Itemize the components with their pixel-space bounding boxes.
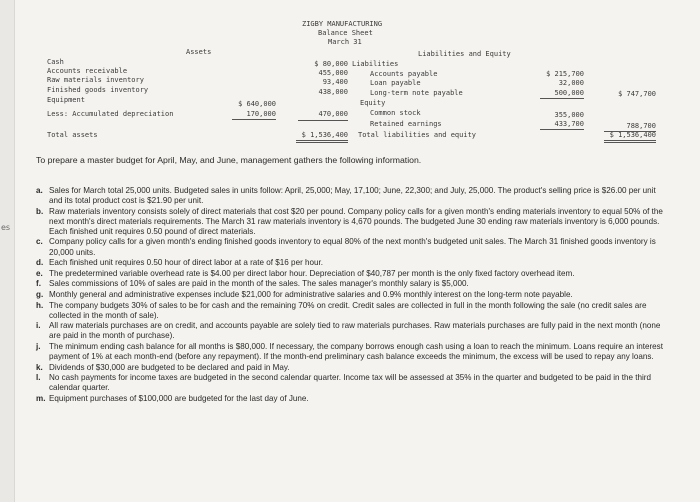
company-name: ZIGBY MANUFACTURING	[302, 20, 383, 28]
underline	[298, 120, 348, 121]
item-letter: e.	[36, 268, 43, 278]
intro-text: To prepare a master budget for April, May, and June, management gathers the following information.	[36, 155, 422, 165]
asset-label: Raw materials inventory	[47, 76, 144, 84]
list-item	[36, 258, 666, 268]
list-item	[36, 207, 666, 237]
assets-header: Assets	[186, 48, 212, 56]
item-text: The company budgets 30% of sales to be for cash and the remaining 70% on credit. Credit sales are collected in full in the month following the sale (no credit sales are collected in the month of sale).	[49, 300, 647, 320]
total-equity-amount: 788,700	[626, 122, 656, 130]
list-item	[36, 342, 666, 362]
asset-amount: 455,000	[318, 69, 348, 77]
item-letter: d.	[36, 258, 44, 268]
equity-label: Equity	[360, 99, 386, 107]
item-text: Sales commissions of 10% of sales are paid in the month of the sales. The sales manager's monthly salary is $5,000.	[49, 279, 469, 289]
list-item	[36, 394, 666, 404]
asset-label: Cash	[47, 58, 64, 66]
item-text: Sales for March total 25,000 units. Budgeted sales in units follow: April, 25,000; May, 17,100; June, 22,300; and July, 25,000. The product's selling price is $26.00 per unit and its total product cost is $21.90 per unit.	[49, 186, 656, 206]
asset-label: Equipment	[47, 96, 85, 104]
double-underline	[296, 140, 348, 143]
equity-amount: 433,700	[554, 120, 584, 128]
item-text: Dividends of $30,000 are budgeted to be declared and paid in May.	[49, 362, 290, 372]
item-letter: h.	[36, 300, 44, 310]
item-letter: k.	[36, 362, 43, 372]
asset-label: Finished goods inventory	[47, 86, 149, 94]
balance-sheet	[0, 0, 700, 150]
liability-amount: $ 215,700	[546, 70, 584, 78]
equity-item-label: Retained earnings	[370, 120, 442, 128]
item-text: The predetermined variable overhead rate is $4.00 per direct labor hour. Depreciation of $40,787 per month is the only fixed factory overhead item.	[49, 268, 575, 278]
asset-label: Less: Accumulated depreciation	[47, 110, 174, 118]
asset-amount: $ 80,000	[314, 60, 348, 68]
list-item	[36, 373, 666, 393]
asset-amount: 93,400	[322, 78, 348, 86]
asset-label: Accounts receivable	[47, 67, 128, 75]
asset-amount: 438,000	[318, 88, 348, 96]
total-liabilities-amount: $ 747,700	[618, 90, 656, 98]
list-item	[36, 237, 666, 257]
item-text: Equipment purchases of $100,000 are budgeted for the last day of June.	[49, 393, 309, 403]
total-le-label: Total liabilities and equity	[358, 131, 477, 139]
total-assets-amount: $ 1,536,400	[301, 131, 348, 139]
item-letter: c.	[36, 237, 43, 247]
double-underline	[604, 140, 656, 143]
item-letter: m.	[36, 393, 46, 403]
item-letter: j.	[36, 341, 41, 351]
item-letter: l.	[36, 373, 41, 383]
item-letter: i.	[36, 321, 41, 331]
underline	[540, 129, 584, 130]
item-letter: f.	[36, 279, 41, 289]
side-fragment-text: es	[1, 223, 11, 232]
accum-depreciation-amount: 170,000	[246, 110, 276, 118]
list-item	[36, 363, 666, 373]
liability-amount: 32,000	[558, 79, 584, 87]
list-item	[36, 279, 666, 289]
liabilities-equity-header: Liabilities and Equity	[418, 50, 511, 58]
information-list	[36, 186, 666, 404]
equipment-amount: $ 640,000	[238, 100, 276, 108]
total-le-amount: $ 1,536,400	[609, 131, 656, 139]
item-letter: a.	[36, 186, 43, 195]
item-letter: b.	[36, 206, 44, 216]
statement-title: Balance Sheet	[318, 29, 373, 37]
item-text: All raw materials purchases are on credit, and accounts payable are solely tied to raw materials purchases. Raw materials purchases are fully paid in the next month (none are paid in the month of purchase).	[49, 321, 661, 341]
list-item	[36, 301, 666, 321]
item-text: Monthly general and administrative expenses include $21,000 for administrative salaries and 0.9% monthly interest on the long-term note payable.	[49, 289, 573, 299]
item-text: Each finished unit requires 0.50 hour of direct labor at a rate of $16 per hour.	[49, 258, 324, 268]
list-item	[36, 290, 666, 300]
item-text: No cash payments for income taxes are budgeted in the second calendar quarter. Income tax will be assessed at 35% in the quarter and budgeted to be paid in the third calendar quarter.	[49, 373, 652, 393]
liability-label: Long-term note payable	[370, 89, 463, 97]
total-assets-label: Total assets	[47, 131, 98, 139]
list-item	[36, 321, 666, 341]
list-item	[36, 269, 666, 279]
underline	[232, 119, 276, 120]
liability-label: Accounts payable	[370, 70, 438, 78]
list-item	[36, 186, 666, 206]
equity-item-label: Common stock	[370, 109, 421, 117]
item-text: The minimum ending cash balance for all months is $80,000. If necessary, the company borrows enough cash using a loan to reach the minimum. Loans require an interest payment of 1% at each month-end (before any repayment). If the month-end preliminary cash balance exceeds the minimum, the excess will be used to repay any loans.	[49, 341, 663, 361]
underline	[540, 98, 584, 99]
statement-date: March 31	[328, 38, 362, 46]
liabilities-label: Liabilities	[352, 60, 399, 68]
item-letter: g.	[36, 289, 44, 299]
equity-amount: 355,000	[554, 111, 584, 119]
item-text: Company policy calls for a given month's ending finished goods inventory to equal 80% of the next month's budgeted unit sales. The March 31 finished goods inventory is 20,000 units.	[49, 237, 656, 257]
asset-amount: 470,000	[318, 110, 348, 118]
liability-label: Loan payable	[370, 79, 421, 87]
item-text: Raw materials inventory consists solely of direct materials that cost $20 per pound. Company policy calls for a given month's ending materials inventory to equal 50% of the next month's direct materials requirements. The March 31 raw materials inventory is 4,670 pounds. The budgeted June 30 ending raw materials inventory is 6,000 pounds. Each finished unit requires 0.50 pound of direct materials.	[49, 206, 663, 236]
liability-amount: 500,000	[554, 89, 584, 97]
